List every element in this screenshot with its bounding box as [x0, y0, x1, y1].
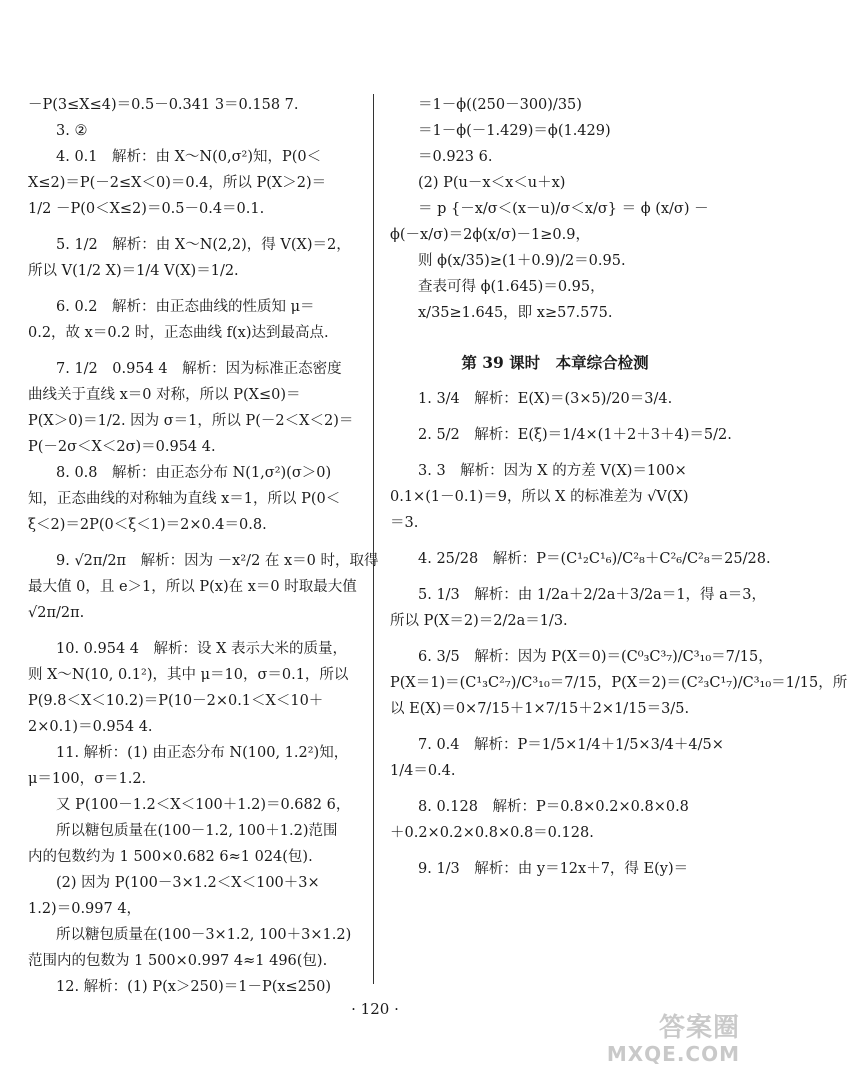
text-line: √2π/2π.	[28, 605, 85, 621]
answer-7: 7. 1/2 0.954 4 解析：因为标准正态密度	[56, 361, 342, 377]
review-answer-3: 3. 3 解析：因为 X 的方差 V(X)＝100×	[418, 463, 687, 479]
answer-5: 5. 1/2 解析：由 X～N(2,2)，得 V(X)＝2，	[56, 237, 351, 253]
text-line: P(9.8＜X＜10.2)＝P(10－2×0.1＜X＜10＋	[28, 693, 324, 709]
text-line: 1.2)＝0.997 4，	[28, 901, 142, 917]
text-line: 1/2 －P(0＜X≤2)＝0.5－0.4＝0.1.	[28, 201, 265, 217]
text-line: －P(3≤X≤4)＝0.5－0.341 3＝0.158 7.	[28, 97, 299, 113]
answer-9: 9. √2π/2π 解析：因为 －x²/2 在 x＝0 时，取得	[56, 553, 379, 569]
answer-4: 4. 0.1 解析：由 X～N(0,σ²)知，P(0＜	[56, 149, 322, 165]
text-line: ＝ p {－x/σ＜(x－u)/σ＜x/σ} ＝ ϕ (x/σ) －	[418, 201, 709, 217]
watermark-logo	[607, 1015, 740, 1067]
text-line: ＝1－ϕ(－1.429)＝ϕ(1.429)	[418, 123, 611, 139]
text-line: P(X＞0)＝1/2. 因为 σ＝1，所以 P(－2＜X＜2)＝	[28, 413, 354, 429]
text-line: (2) P(u－x＜x＜u＋x)	[418, 175, 566, 191]
review-answer-2: 2. 5/2 解析：E(ξ)＝1/4×(1＋2＋3＋4)＝5/2.	[418, 427, 732, 443]
text-line: P(X＝1)＝(C¹₃C²₇)/C³₁₀＝7/15，P(X＝2)＝(C²₃C¹₇)/C³₁₀＝1/15，所	[390, 675, 847, 691]
text-line: P(－2σ＜X＜2σ)＝0.954 4.	[28, 439, 216, 455]
answer-8: 8. 0.8 解析：由正态分布 N(1,σ²)(σ＞0)	[56, 465, 332, 481]
review-answer-7: 7. 0.4 解析：P＝1/5×1/4＋1/5×3/4＋4/5×	[418, 737, 724, 753]
section-title: 第 39 课时 本章综合检测	[461, 353, 649, 372]
answer-12: 12. 解析：(1) P(x＞250)＝1－P(x≤250)	[56, 979, 332, 995]
text-line: 知，正态曲线的对称轴为直线 x＝1，所以 P(0＜	[28, 491, 341, 507]
text-line: 所以糖包质量在(100－1.2, 100＋1.2)范围	[56, 823, 338, 839]
watermark-url: MXQE.COM	[606, 1042, 740, 1066]
text-line: ϕ(－x/σ)＝2ϕ(x/σ)－1≥0.9，	[390, 227, 590, 243]
text-line: 以 E(X)＝0×7/15＋1×7/15＋2×1/15＝3/5.	[390, 701, 690, 717]
text-line: 1/4＝0.4.	[390, 763, 456, 779]
review-answer-1: 1. 3/4 解析：E(X)＝(3×5)/20＝3/4.	[418, 391, 673, 407]
text-line: (2) 因为 P(100－3×1.2＜X＜100＋3×	[56, 875, 320, 891]
text-line: ＝3.	[390, 515, 419, 531]
answer-10: 10. 0.954 4 解析：设 X 表示大米的质量，	[56, 641, 348, 657]
text-line: 0.2，故 x＝0.2 时，正态曲线 f(x)达到最高点.	[28, 325, 329, 341]
text-line: 内的包数约为 1 500×0.682 6≈1 024(包).	[28, 849, 313, 865]
text-line: 所以 V(1/2 X)＝1/4 V(X)＝1/2.	[28, 263, 239, 279]
column-divider	[373, 94, 374, 984]
text-line: ξ＜2)＝2P(0＜ξ＜1)＝2×0.4＝0.8.	[28, 517, 267, 533]
review-answer-8: 8. 0.128 解析：P＝0.8×0.2×0.8×0.8	[418, 799, 689, 815]
review-answer-4: 4. 25/28 解析：P＝(C¹₂C¹₆)/C²₈＋C²₆/C²₈＝25/28.	[418, 551, 771, 567]
left-column	[28, 92, 379, 1000]
text-line: 最大值 0，且 e＞1，所以 P(x)在 x＝0 时取最大值	[28, 579, 357, 595]
text-line: 范围内的包数为 1 500×0.997 4≈1 496(包).	[28, 953, 328, 969]
text-line: 所以糖包质量在(100－3×1.2, 100＋3×1.2)	[56, 927, 352, 943]
text-line: 0.1×(1－0.1)＝9，所以 X 的标准差为 √V(X)	[390, 489, 689, 505]
text-line: ＋0.2×0.2×0.8×0.8＝0.128.	[390, 825, 594, 841]
answer-3: 3. ②	[56, 123, 88, 139]
text-line: ＝0.923 6.	[418, 149, 493, 165]
text-line: 2×0.1)＝0.954 4.	[28, 719, 153, 735]
text-line: 则 ϕ(x/35)≥(1＋0.9)/2＝0.95.	[418, 253, 626, 269]
text-line: X≤2)＝P(－2≤X＜0)＝0.4，所以 P(X＞2)＝	[28, 175, 327, 191]
review-answer-9: 9. 1/3 解析：由 y＝12x＋7，得 E(y)＝	[418, 861, 689, 877]
review-answer-5: 5. 1/3 解析：由 1/2a＋2/2a＋3/2a＝1，得 a＝3，	[418, 587, 767, 603]
text-line: 曲线关于直线 x＝0 对称，所以 P(X≤0)＝	[28, 387, 301, 403]
text-line: 则 X～N(10, 0.1²)，其中 μ＝10，σ＝0.1，所以	[28, 667, 349, 683]
text-line: μ＝100，σ＝1.2.	[28, 771, 147, 787]
answer-11: 11. 解析：(1) 由正态分布 N(100, 1.2²)知，	[56, 745, 349, 761]
watermark-text: 答案圈	[658, 1013, 740, 1043]
review-answer-6: 6. 3/5 解析：因为 P(X＝0)＝(C⁰₃C³₇)/C³₁₀＝7/15，	[418, 649, 773, 665]
text-line: ＝1－ϕ((250－300)/35)	[418, 97, 582, 113]
text-line: x/35≥1.645，即 x≥57.575.	[418, 305, 613, 321]
answer-6: 6. 0.2 解析：由正态曲线的性质知 μ＝	[56, 299, 315, 315]
text-line: 查表可得 ϕ(1.645)＝0.95，	[418, 279, 605, 295]
page-number: · 120 ·	[351, 1000, 399, 1018]
text-line: 所以 P(X＝2)＝2/2a＝1/3.	[390, 613, 568, 629]
text-line: 又 P(100－1.2＜X＜100＋1.2)＝0.682 6，	[56, 797, 351, 813]
right-column	[390, 92, 847, 882]
